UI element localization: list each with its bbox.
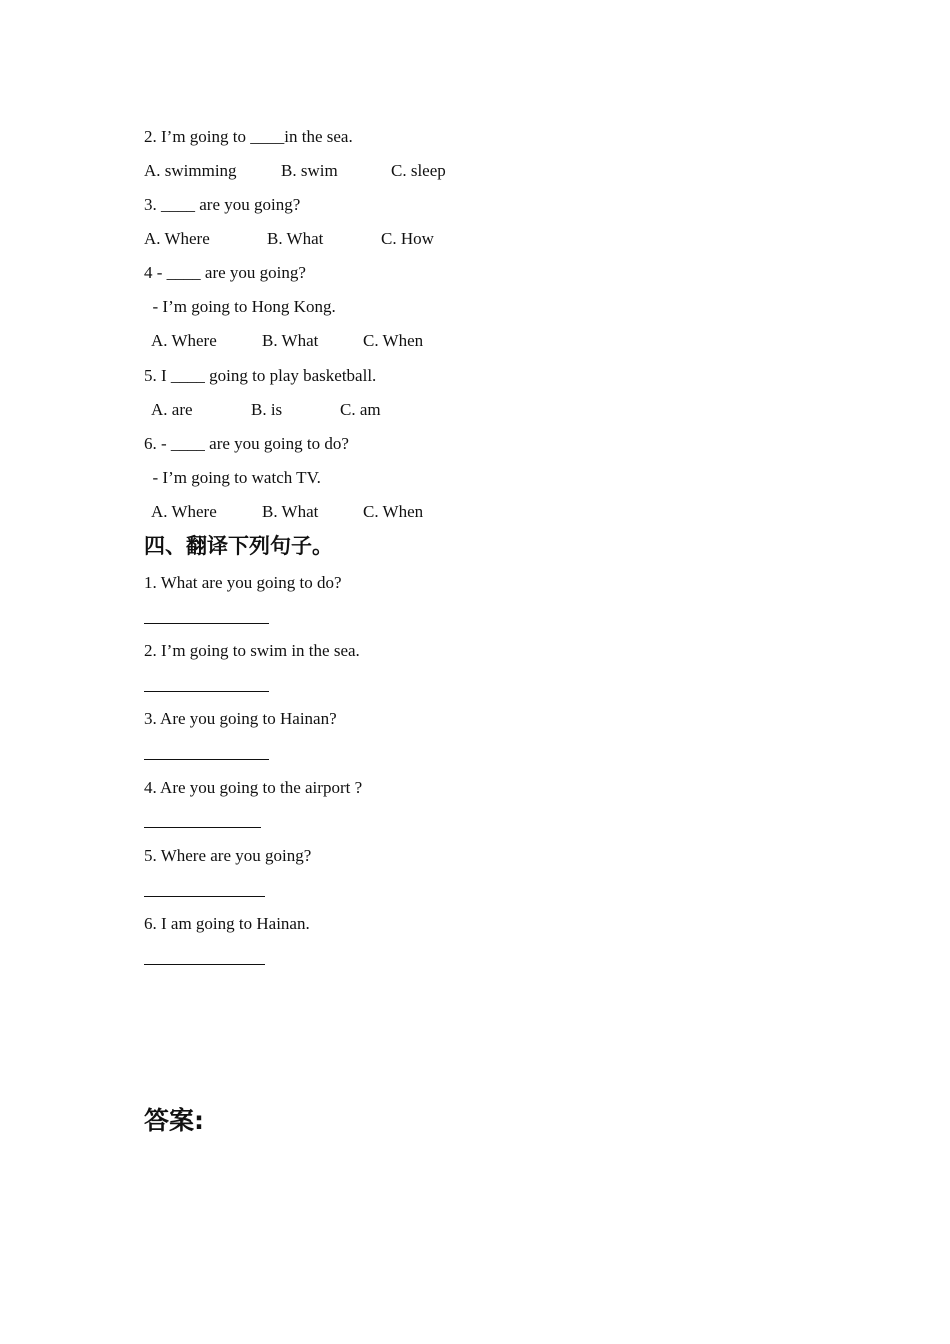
translation-answer-blank-3 xyxy=(144,759,269,760)
question-5-option-c: C. am xyxy=(340,400,381,419)
question-3-option-b: B. What xyxy=(267,229,324,248)
question-6-option-a: A. Where xyxy=(151,502,217,521)
question-2-option-a: A. swimming xyxy=(144,161,237,180)
question-3-option-c: C. How xyxy=(381,229,434,248)
translation-sentence-3: 3. Are you going to Hainan? xyxy=(144,709,337,728)
question-5-stem: 5. I ____ going to play basketball. xyxy=(144,366,377,385)
question-4-option-a: A. Where xyxy=(151,331,217,350)
question-6-reply: - I’m going to watch TV. xyxy=(144,468,321,487)
question-6-option-c: C. When xyxy=(363,502,424,521)
answer-section-title: 答案: xyxy=(144,1106,204,1135)
question-3-stem: 3. ____ are you going? xyxy=(144,195,301,214)
question-5-option-a: A. are xyxy=(151,400,193,419)
question-5-option-b: B. is xyxy=(251,400,283,419)
question-4-stem: 4 - ____ are you going? xyxy=(144,263,306,282)
question-6-stem: 6. - ____ are you going to do? xyxy=(144,434,349,453)
translation-answer-blank-5 xyxy=(144,896,265,897)
translation-sentence-5: 5. Where are you going? xyxy=(144,846,312,865)
question-2-stem: 2. I’m going to ____in the sea. xyxy=(144,127,353,146)
translation-sentence-6: 6. I am going to Hainan. xyxy=(144,914,310,933)
translation-section-title: 四、翻译下列句子。 xyxy=(144,534,333,558)
question-6-option-b: B. What xyxy=(262,502,319,521)
translation-answer-blank-4 xyxy=(144,827,261,828)
translation-answer-blank-1 xyxy=(144,623,269,624)
translation-sentence-4: 4. Are you going to the airport ? xyxy=(144,778,363,797)
translation-sentence-2: 2. I’m going to swim in the sea. xyxy=(144,641,360,660)
question-4-option-c: C. When xyxy=(363,331,424,350)
question-2-option-c: C. sleep xyxy=(391,161,446,180)
translation-sentence-1: 1. What are you going to do? xyxy=(144,573,342,592)
translation-answer-blank-6 xyxy=(144,964,265,965)
question-4-reply: - I’m going to Hong Kong. xyxy=(144,297,336,316)
question-3-option-a: A. Where xyxy=(144,229,210,248)
question-4-option-b: B. What xyxy=(262,331,319,350)
translation-answer-blank-2 xyxy=(144,691,269,692)
question-2-option-b: B. swim xyxy=(281,161,338,180)
